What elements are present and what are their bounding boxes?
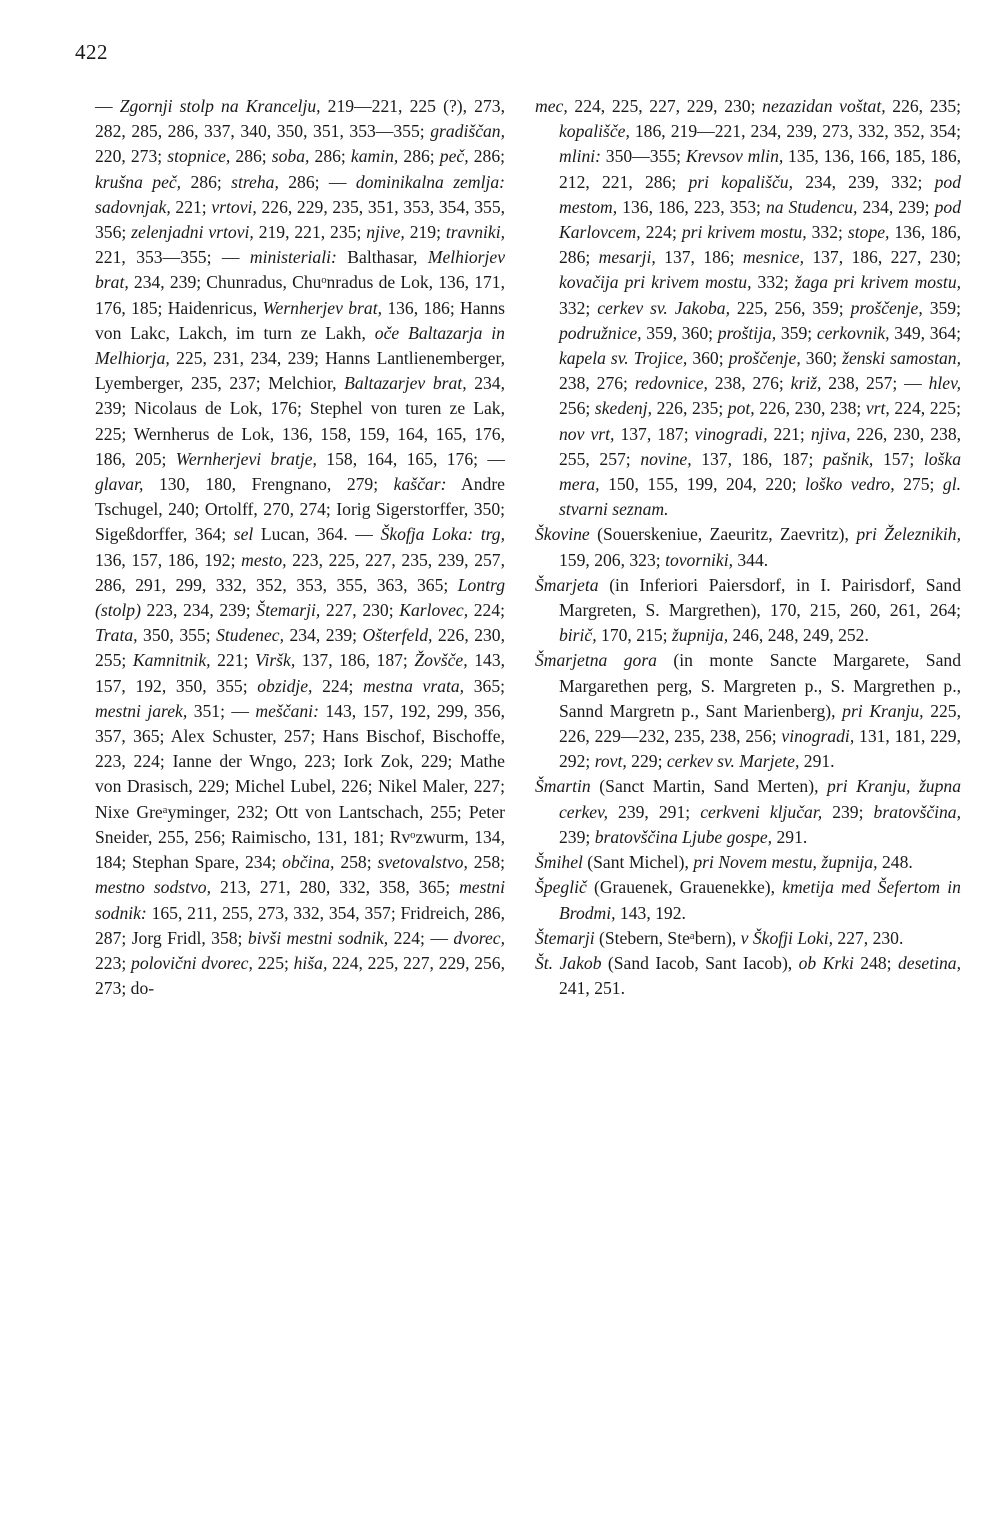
index-text: Balthasar, (336, 247, 428, 268)
index-term: Krevsov mlin, (685, 146, 784, 167)
index-term: ženski samostan, (842, 348, 962, 369)
index-term: svetovalstvo, (377, 852, 468, 873)
index-term: cerkveni ključar, (700, 801, 823, 822)
index-entry (535, 875, 961, 925)
index-term: pri Kranju, župna cerkev, (559, 776, 961, 822)
index-term: Wernherjev brat, (262, 297, 382, 318)
index-term: peč, (439, 146, 469, 167)
index-term: stope, (847, 222, 890, 243)
index-term: Ošterfeld, (362, 625, 433, 646)
index-term: glavar, (95, 474, 144, 495)
index-entry (535, 850, 961, 875)
index-entry (95, 94, 505, 1001)
index-text: 344. (732, 549, 769, 570)
index-text: 170, 215; (596, 625, 672, 646)
index-text: (Sanct Martin, Sand Merten), (590, 776, 828, 797)
index-text: 239, 291; (607, 801, 701, 822)
index-term: župnija, (671, 625, 729, 646)
index-text: Andre Tschugel, 240; Ortolff, 270, 274; Iorig Sigerstorffer, 350; Sigeßdorffer, 364; (95, 474, 505, 545)
index-text: 248. (877, 852, 913, 873)
index-text: 224, 225, 227, 229, 230; (567, 96, 763, 116)
index-term: njive, (366, 222, 405, 243)
index-text: 223, 234, 239; (140, 600, 257, 621)
index-term: loško vedro, (805, 474, 895, 495)
index-term: Viršk, (255, 650, 296, 671)
index-term: bivši mestni sodnik, (247, 927, 389, 948)
index-text: — (95, 96, 120, 116)
index-term: mesnice, (742, 247, 804, 268)
index-text: 143, 192. (615, 902, 686, 923)
index-entry (535, 774, 961, 850)
index-text: (Stebern, Steᵃbern), (594, 927, 741, 948)
index-term: soba, (271, 146, 310, 167)
index-term: mestni jarek, (95, 700, 188, 721)
index-text: 213, 271, 280, 332, 358, 365; (211, 877, 460, 898)
index-term: nov vrt, (559, 423, 615, 444)
index-text: 227, 230; (320, 600, 400, 621)
index-text: 258; (467, 852, 506, 873)
index-text: 227, 230. (833, 927, 904, 948)
index-term: stopnice, (167, 146, 231, 167)
index-term: pri Novem mestu, župnija, (693, 852, 878, 873)
index-term: kmetija med Šefertom in Brodmi, (559, 877, 961, 923)
index-text: 136, 157, 186, 192; (95, 549, 242, 570)
index-term: Trata, (95, 625, 138, 646)
index-term: Melhiorjev brat, (95, 247, 506, 293)
index-term: vinogradi, (694, 423, 768, 444)
index-text: 221; (767, 423, 811, 444)
index-term: nezazidan voštat, (762, 96, 886, 116)
index-term: birič, (559, 625, 597, 646)
index-term: Štemarji (535, 927, 595, 948)
index-term: kopališče, (559, 121, 630, 142)
index-term: mlini: (559, 146, 602, 167)
index-term: zelenjadni vrtovi, (131, 222, 254, 243)
index-term: Štemarji, (256, 600, 321, 621)
index-text: 286; (230, 146, 272, 167)
index-term: pašnik, (822, 448, 874, 469)
index-text: 291. (799, 751, 835, 772)
index-text: 248; (853, 952, 898, 973)
index-term: Škovine (535, 524, 590, 545)
index-term: mestno sodstvo, (95, 877, 211, 898)
index-column-left (95, 94, 505, 1001)
index-text: 219—221, 225 (?), 273, 282, 285, 286, 337, 340, 350, 351, 353—355; (95, 96, 505, 142)
index-term: dvorec, (453, 927, 505, 948)
index-text: 359; (922, 297, 961, 318)
index-term: Šmarjeta (535, 574, 599, 595)
index-term: proštija, (717, 322, 777, 343)
index-text: 135, 136, 166, 185, 186, 212, 221, 286; (559, 146, 962, 192)
index-term: Št. Jakob (535, 952, 602, 973)
index-text: 226, 230, 238; (754, 398, 866, 419)
index-text: 286; (309, 146, 351, 167)
index-text: 234, 239; Nicolaus de Lok, 176; Stephel von turen ze Lak, 225; Wernherus de Lok, 136, 158, 159, 164, 165, 176, 186, 205; (95, 373, 506, 469)
index-term: rovt, (594, 751, 627, 772)
index-text: 351; — (187, 700, 256, 721)
index-text: 143, 157, 192, 350, 355; (95, 650, 506, 696)
index-term: križ, (790, 373, 822, 394)
index-text: 224; (468, 600, 506, 621)
index-entry (535, 94, 961, 522)
index-text: 150, 155, 199, 204, 220; (599, 474, 806, 495)
index-text: 275; (894, 474, 943, 495)
index-entry (535, 926, 961, 951)
index-text: Lucan, 364. — (253, 524, 381, 545)
index-text: (Sand Iacob, Sant Iacob), (601, 952, 799, 973)
index-text: 225; (252, 952, 294, 973)
index-text: 136, 186, 223, 353; (617, 196, 766, 217)
index-term: obzidje, (257, 675, 313, 696)
index-text: 221; (170, 196, 212, 217)
index-term: bratovščina, (873, 801, 962, 822)
index-text: 225, 226, 229—232, 235, 238, 256; (559, 700, 961, 747)
index-text: (Sant Michel), (582, 852, 694, 873)
index-entry (535, 951, 961, 1001)
index-term: pri Železnikih, (856, 524, 961, 545)
index-term: pri krivem mostu, (681, 222, 807, 243)
index-term: pri kopališču, (688, 171, 793, 192)
index-text: 359; (776, 322, 817, 343)
index-term: pod mestom, (559, 171, 962, 217)
index-text: 226, 229, 235, 351, 353, 354, 355, 356; (95, 196, 506, 243)
index-term: Šmarjetna gora (535, 650, 657, 671)
index-term: Lontrg (stolp) (95, 574, 505, 621)
index-text: 159, 206, 323; (559, 549, 666, 570)
index-text: 241, 251. (559, 978, 625, 999)
index-term: Studenec, (216, 625, 284, 646)
index-term: njiva, (810, 423, 851, 444)
index-term: sel (233, 524, 254, 545)
index-term: podružnice, (559, 322, 642, 343)
index-term: Šmartin (535, 776, 591, 797)
index-text: 226, 235; (652, 398, 728, 419)
index-column-right (535, 94, 961, 1001)
index-text: 226, 230, 255; (95, 625, 505, 671)
index-term: Baltazarjev brat, (344, 373, 467, 394)
index-text: 136, 186; Hanns von Lakc, Lakch, im turn ze Lakh, (95, 297, 506, 343)
index-text: 226, 235; (885, 96, 961, 116)
index-term: ob Krki (798, 952, 854, 973)
index-term: žaga pri krivem mostu, (794, 272, 962, 293)
index-term: Šmihel (535, 852, 583, 873)
index-term: kaščar: (393, 474, 447, 495)
index-term: Žovšče, (414, 650, 468, 671)
index-text: 332; (806, 222, 848, 243)
index-term: mesarji, (598, 247, 656, 268)
index-text: 234, 239; (857, 196, 935, 217)
index-text: 225, 256, 359; (729, 297, 851, 318)
index-text: 137, 186, 187; (295, 650, 415, 671)
index-text: 360; (800, 348, 843, 369)
index-term: vrtovi, (211, 196, 257, 217)
index-text: 286; (181, 171, 232, 192)
index-term: na Studencu, (765, 196, 858, 217)
index-text: 229; (626, 751, 667, 772)
index-text: 234, 239, 332; (793, 171, 935, 192)
index-term: mesto, (241, 549, 287, 570)
index-term: dominikalna zemlja: sadovnjak, (95, 171, 506, 217)
index-text: 365; (464, 675, 506, 696)
index-term: v Škofji Loki, (740, 927, 833, 948)
index-text: (Souerskeniue, Zaeuritz, Zaevritz), (589, 524, 857, 545)
index-term: pot, (727, 398, 755, 419)
index-term: Špeglič (535, 877, 587, 898)
index-text: 221; (210, 650, 255, 671)
index-text: (Grauenek, Grauenekke), (586, 877, 783, 898)
index-text: 238, 257; — (821, 373, 929, 394)
index-entry (535, 573, 961, 649)
index-text: 246, 248, 249, 252. (728, 625, 869, 646)
index-text: 157; (873, 448, 924, 469)
index-text: 223; (95, 952, 132, 973)
index-text: 350—355; (601, 146, 686, 167)
index-term: kapela sv. Trojice, (559, 348, 688, 369)
index-text: 256; (559, 398, 595, 419)
index-text: 165, 211, 255, 273, 332, 354, 357; Fridreich, 286, 287; Jorg Fridl, 358; (95, 902, 505, 948)
page-number: 422 (75, 40, 108, 64)
index-term: hlev, (928, 373, 962, 394)
index-term: bratovščina Ljube gospe, (594, 826, 773, 847)
index-text: (in Inferiori Paiersdorf, in I. Pairisdorf, Sand Margreten, S. Margrethen), 170, 215, 260, 261, 264; (559, 574, 961, 621)
index-text: 360; (687, 348, 729, 369)
index-term: Kamnitnik, (132, 650, 211, 671)
index-term: polovični dvorec, (131, 952, 253, 973)
index-text: 286; (398, 146, 440, 167)
index-text: (in monte Sancte Margarete, Sand Margarethen perg, S. Margreten p., S. Margrethen p., Sannd Margretn p., Sant Marienberg), (559, 650, 961, 721)
index-term: kamin, (350, 146, 399, 167)
index-text: 332; (559, 297, 598, 318)
index-text: 349, 364; (889, 322, 962, 343)
index-term: cerkev sv. Jakoba, (597, 297, 730, 318)
index-term: Karlovec, (399, 600, 469, 621)
index-term: gradiščan, (430, 121, 505, 142)
index-term: travniki, (445, 222, 505, 243)
index-term: hiša, (293, 952, 328, 973)
index-text: 359, 360; (641, 322, 718, 343)
index-text: 224; — (388, 927, 454, 948)
index-text: 137, 187; (614, 423, 695, 444)
index-text: 130, 180, Frengnano, 279; (143, 474, 394, 495)
index-text: 137, 186; (655, 247, 743, 268)
index-entry (535, 648, 961, 774)
index-text: 238, 276; (559, 373, 635, 394)
index-text: 234, 239; (284, 625, 363, 646)
index-text: 226, 230, 238, 255, 257; (559, 423, 962, 469)
index-text: 137, 186, 227, 230; (803, 247, 961, 268)
index-term: Škofja Loka: trg, (380, 524, 505, 545)
index-text: 350, 355; (137, 625, 217, 646)
index-term: krušna peč, (95, 171, 182, 192)
index-text: 286; (468, 146, 506, 167)
index-term: mec, (535, 96, 568, 116)
index-term: mestni sodnik: (95, 877, 505, 923)
index-text: 224, 225, 227, 229, 256, 273; do- (95, 952, 506, 999)
index-term: kovačija pri krivem mostu, (559, 272, 752, 293)
index-text: 136, 186, 286; (559, 222, 961, 268)
index-term: mestna vrata, (363, 675, 465, 696)
index-text: 143, 157, 192, 299, 356, 357, 365; Alex Schuster, 257; Hans Bischof, Bischoffe, 223, 224; Ianne der Wngo, 223; Iork Zok, 229; Mathe von Drasisch, 229; Michel Lubel, 226; Nikel Maler, 227; Nixe Greᵃyminger, 232; Ott von Lantschach, 255; Peter Sneider, 255, 256; Raimischo, 131, 181; Rvᵒzwurm, 134, 184; Stephan Spare, 234; (95, 700, 506, 873)
index-text: 224, 225; (889, 398, 961, 419)
index-text: 238, 276; (707, 373, 791, 394)
index-term: proščenje, (850, 297, 923, 318)
index-text: 220, 273; (95, 146, 168, 167)
index-text: 219, 221, 235; (253, 222, 367, 243)
index-text: 234, 239; Chunradus, Chuᵒnradus de Lok, 136, 171, 176, 185; Haidenricus, (95, 272, 505, 318)
index-text: 158, 164, 165, 176; — (316, 448, 505, 469)
index-text: 223, 225, 227, 235, 239, 257, 286, 291, 299, 332, 352, 353, 355, 363, 365; (95, 549, 505, 595)
index-text: 221, 353—355; — (95, 247, 250, 268)
index-text: 224; (640, 222, 682, 243)
index-text: 137, 186, 187; (691, 448, 823, 469)
index-term: Zgornji stolp na Krancelju, (119, 96, 321, 116)
index-text: 131, 181, 229, 292; (559, 726, 961, 772)
index-term: redovnice, (634, 373, 708, 394)
index-term: pri Kranju, (842, 700, 924, 721)
index-term: vrt, (865, 398, 890, 419)
index-term: Wernherjevi bratje, (175, 448, 317, 469)
index-text: 286; — (278, 171, 356, 192)
index-term: skedenj, (594, 398, 653, 419)
index-text: 239; (559, 826, 595, 847)
index-term: loška mera, (559, 448, 961, 495)
index-text: 219; (404, 222, 446, 243)
index-term: pod Karlovcem, (559, 196, 961, 243)
index-term: gl. stvarni seznam. (559, 474, 962, 520)
index-term: meščani: (255, 700, 319, 721)
index-term: novine, (640, 448, 692, 469)
index-text: 332; (751, 272, 795, 293)
index-text: 225, 231, 234, 239; Hanns Lantlienemberger, Lyemberger, 235, 237; Melchior, (95, 348, 505, 394)
index-text: 258; (334, 852, 378, 873)
index-text: 291. (772, 826, 808, 847)
index-entry (535, 522, 961, 572)
index-term: cerkev sv. Marjete, (666, 751, 800, 772)
index-term: tovorniki, (665, 549, 733, 570)
index-text: 186, 219—221, 234, 239, 273, 332, 352, 354; (629, 121, 961, 142)
index-term: vinogradi, (781, 726, 855, 747)
index-term: ministeriali: (249, 247, 337, 268)
index-term: občina, (282, 852, 335, 873)
index-term: oče Baltazarja in Melhiorja, (95, 322, 505, 369)
index-term: cerkovnik, (816, 322, 890, 343)
index-term: proščenje, (728, 348, 801, 369)
index-term: streha, (231, 171, 279, 192)
index-text: 239; (822, 801, 874, 822)
index-text: 224; (312, 675, 364, 696)
index-term: desetina, (897, 952, 961, 973)
